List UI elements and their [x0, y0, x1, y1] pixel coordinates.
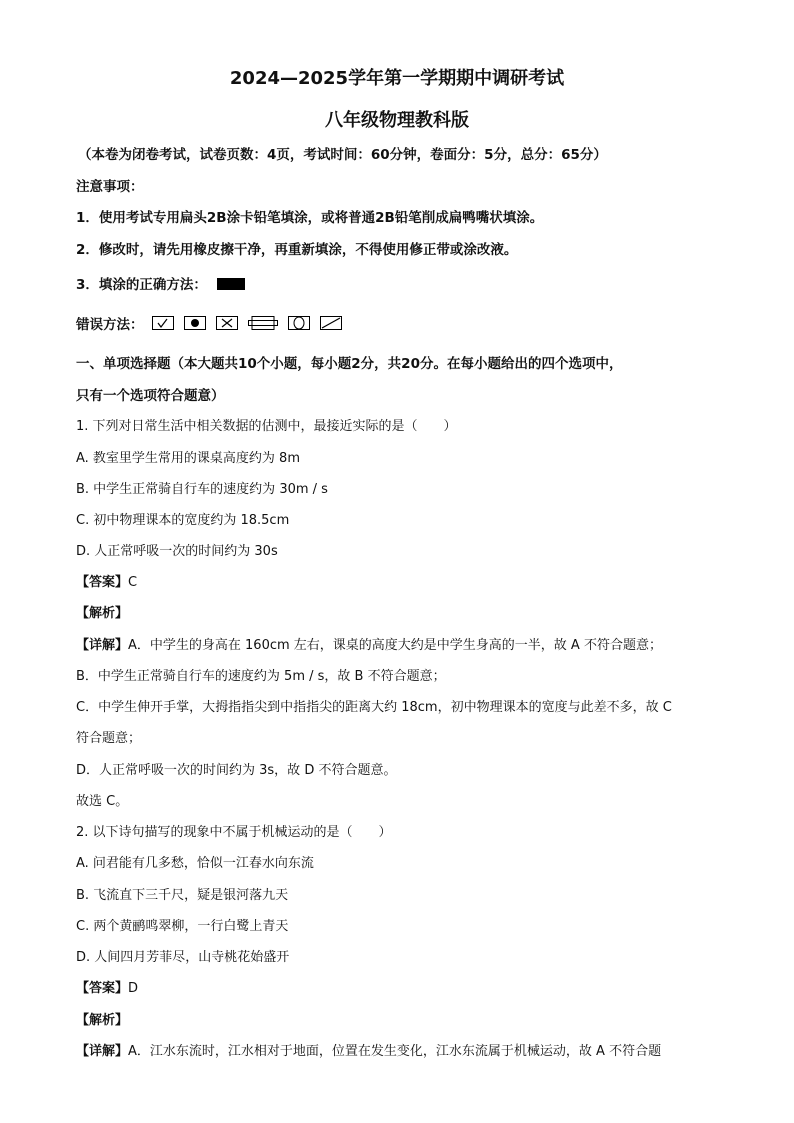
dot-mark-box-icon	[184, 316, 206, 335]
note-item-3-row	[76, 276, 245, 295]
exam-title: 2024—2025学年第一学期期中调研考试	[229, 68, 565, 89]
q1-detail-b: B．中学生正常骑自行车的速度约为 5m / s，故 B 不符合题意；	[76, 669, 446, 684]
wrong-methods-row	[76, 316, 342, 335]
q2-detail-a: A．江水东流时，江水相对于地面，位置在发生变化，江水东流属于机械运动，故 A 不符合题	[128, 1044, 662, 1059]
section1-heading-line2: 只有一个选项符合题意）	[76, 388, 225, 404]
q2-option-a: A. 问君能有几多愁，恰似一江春水向东流	[76, 856, 314, 871]
q2-answer: D	[128, 981, 139, 996]
q2-stem: 2. 以下诗句描写的现象中不属于机械运动的是（ ）	[76, 825, 392, 840]
q2-option-d: D. 人间四月芳菲尽，山寺桃花始盛开	[76, 950, 290, 965]
q1-analysis-tag: 【解析】	[76, 606, 129, 621]
q2-option-b: B. 飞流直下三千尺，疑是银河落九天	[76, 888, 289, 903]
q2-detail-a-row	[76, 1043, 661, 1061]
notes-heading: 注意事项：	[76, 179, 144, 195]
q2-answer-tag: 【答案】	[76, 981, 129, 996]
partial-fill-mark-box-icon	[248, 316, 278, 335]
q2-analysis-tag: 【解析】	[76, 1013, 129, 1028]
q1-conclusion: 故选 C。	[76, 794, 129, 809]
correct-fill-mark-icon	[217, 277, 245, 295]
cross-mark-box-icon	[216, 316, 238, 335]
q1-option-b: B. 中学生正常骑自行车的速度约为 30m / s	[76, 482, 328, 497]
exam-subtitle: 八年级物理教科版	[325, 110, 469, 131]
q1-answer-tag: 【答案】	[76, 575, 129, 590]
exam-info: （本卷为闭卷考试，试卷页数：4页，考试时间：60分钟，卷面分：5分，总分：65分）	[78, 147, 607, 163]
q1-option-a: A. 教室里学生常用的课桌高度约为 8m	[76, 451, 300, 466]
q1-option-c: C. 初中物理课本的宽度约为 18.5cm	[76, 513, 290, 528]
q2-analysis-row	[76, 1012, 128, 1030]
q1-detail-c2: 符合题意；	[76, 731, 142, 746]
note-item-3: 3．填涂的正确方法：	[76, 277, 207, 293]
q1-detail-a: A．中学生的身高在 160cm 左右，课桌的高度大约是中学生身高的一半，故 A 不符合题意；	[128, 638, 662, 653]
q1-detail-d: D．人正常呼吸一次的时间约为 3s，故 D 不符合题意。	[76, 763, 397, 778]
q1-detail-c1: C．中学生伸开手掌，大拇指指尖到中指指尖的距离大约 18cm，初中物理课本的宽度与此差不多，故 C	[76, 700, 672, 715]
q1-answer: C	[128, 575, 138, 590]
q2-option-c: C. 两个黄鹂鸣翠柳，一行白鹭上青天	[76, 919, 289, 934]
q1-option-d: D. 人正常呼吸一次的时间约为 30s	[76, 544, 278, 559]
slash-mark-box-icon	[320, 316, 342, 335]
section1-heading-line1: 一、单项选择题（本大题共10个小题，每小题2分，共20分。在每小题给出的四个选项中，	[76, 356, 623, 372]
note-item-2: 2．修改时，请先用橡皮擦干净，再重新填涂，不得使用修正带或涂改液。	[76, 242, 518, 258]
note-item-1: 1．使用考试专用扁头2B涂卡铅笔填涂，或将普通2B铅笔削成扁鸭嘴状填涂。	[76, 210, 544, 226]
q1-stem: 1. 下列对日常生活中相关数据的估测中，最接近实际的是（ ）	[76, 419, 457, 434]
q2-detail-tag: 【详解】	[76, 1044, 129, 1059]
check-mark-box-icon	[152, 316, 174, 335]
q1-answer-row	[76, 574, 137, 592]
q1-detail-a-row	[76, 637, 662, 655]
wrong-methods-label: 错误方法：	[76, 317, 144, 333]
q2-answer-row	[76, 980, 138, 998]
q1-analysis-row	[76, 605, 128, 623]
circle-mark-box-icon	[288, 316, 310, 335]
q1-detail-tag: 【详解】	[76, 638, 129, 653]
